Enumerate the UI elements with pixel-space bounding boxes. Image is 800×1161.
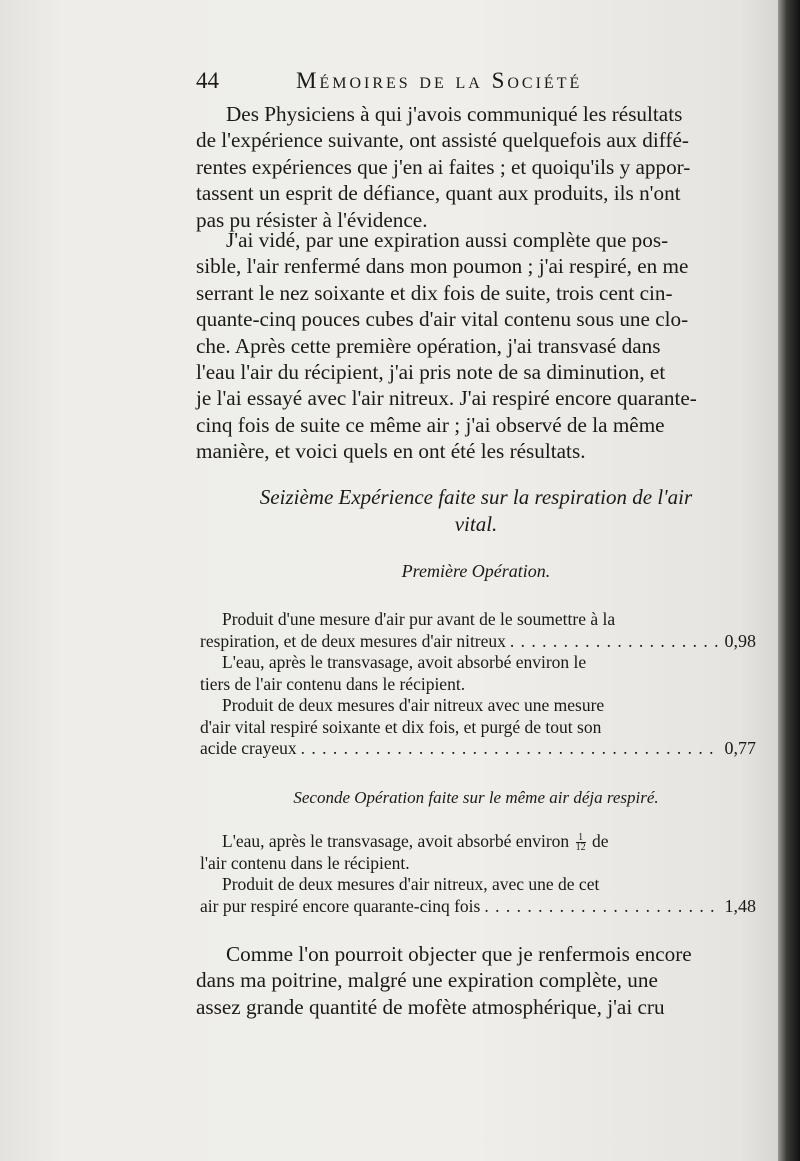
result-line: L'eau, après le transvasage, avoit absorbé environ le: [222, 652, 587, 672]
result-leader-line: [200, 738, 756, 760]
result-row: [200, 695, 756, 760]
text-line: manière, et voici quels en ont été les résultats.: [196, 439, 586, 464]
page-edge-shadow: [778, 0, 800, 1161]
result-line: respiration, et de deux mesures d'air nitreux: [200, 630, 506, 651]
result-line: tiers de l'air contenu dans le récipient.: [200, 673, 466, 694]
experiment-title-line: Seizième Expérience faite sur la respiration de l'air: [259, 485, 693, 509]
result-text: de: [591, 831, 609, 851]
fraction: [576, 833, 586, 852]
result-row: [200, 831, 756, 874]
paragraph-intro: [196, 101, 756, 233]
result-value: 1,48: [724, 895, 756, 916]
text-line: tassent un esprit de défiance, quant aux produits, ils n'ont: [196, 181, 681, 206]
text-line: sible, l'air renfermé dans mon poumon ; j'ai respiré, en me: [196, 254, 689, 279]
leader-dots: [510, 631, 721, 653]
text-line: rentes expériences que j'en ai faites ; et quoiqu'ils y appor-: [196, 154, 691, 179]
fraction-denominator: 12: [575, 842, 586, 854]
text-line: J'ai vidé, par une expiration aussi complète que pos-: [226, 228, 669, 252]
result-row: [200, 609, 756, 652]
result-row: [200, 652, 756, 695]
result-value: 0,98: [724, 630, 756, 651]
result-line: l'air contenu dans le récipient.: [200, 852, 410, 873]
text-line: assez grande quantité de mofète atmosphérique, j'ai cru: [196, 994, 665, 1019]
result-value: 0,77: [724, 738, 756, 758]
result-leader-line: [200, 896, 756, 918]
result-line: air pur respiré encore quarante-cinq fois: [200, 895, 481, 916]
text-line: l'eau l'air du récipient, j'ai pris note de sa diminution, et: [196, 360, 666, 385]
operation-1-title: Première Opération.: [401, 561, 551, 581]
experiment-title: [196, 484, 756, 538]
paragraph-method: [196, 227, 756, 465]
result-line: d'air vital respiré soixante et dix fois, et purgé de tout son: [200, 716, 602, 737]
result-line: Produit de deux mesures d'air nitreux, avec une de cet: [222, 874, 600, 894]
result-line: [200, 831, 756, 853]
result-line: Produit de deux mesures d'air nitreux avec une mesure: [222, 695, 605, 715]
page-number: 44: [196, 68, 219, 93]
result-leader-line: [200, 631, 756, 653]
text-line: dans ma poitrine, malgré une expiration complète, une: [196, 968, 658, 993]
page-header: [196, 68, 756, 98]
result-line: acide crayeux: [200, 738, 297, 758]
text-line: de l'expérience suivante, ont assisté quelquefois aux diffé-: [196, 128, 689, 153]
operation-2-title: Seconde Opération faite sur le même air déja respiré.: [293, 788, 659, 807]
paragraph-objection: [196, 941, 756, 1020]
text-line: pas pu résister à l'évidence.: [196, 207, 428, 232]
text-line: je l'ai essayé avec l'air nitreux. J'ai respiré encore quarante-: [196, 386, 697, 411]
result-row: [200, 874, 756, 917]
running-title: Mémoires de la Société: [296, 68, 583, 93]
fraction-numerator: 1: [576, 833, 586, 843]
leader-dots: [484, 896, 720, 918]
text-line: che. Après cette première opération, j'ai transvasé dans: [196, 333, 661, 358]
text-line: Comme l'on pourroit objecter que je renfermois encore: [226, 942, 692, 966]
text-line: quante-cinq pouces cubes d'air vital contenu sous une clo-: [196, 307, 689, 332]
text-line: serrant le nez soixante et dix fois de suite, trois cent cin-: [196, 280, 673, 305]
leader-dots: [301, 738, 721, 760]
result-line: Produit d'une mesure d'air pur avant de le soumettre à la: [222, 609, 616, 629]
text-line: Des Physiciens à qui j'avois communiqué les résultats: [226, 102, 683, 126]
experiment-title-line: vital.: [454, 512, 498, 536]
text-line: cinq fois de suite ce même air ; j'ai observé de la même: [196, 412, 665, 437]
result-text: L'eau, après le transvasage, avoit absorbé environ: [222, 831, 570, 851]
